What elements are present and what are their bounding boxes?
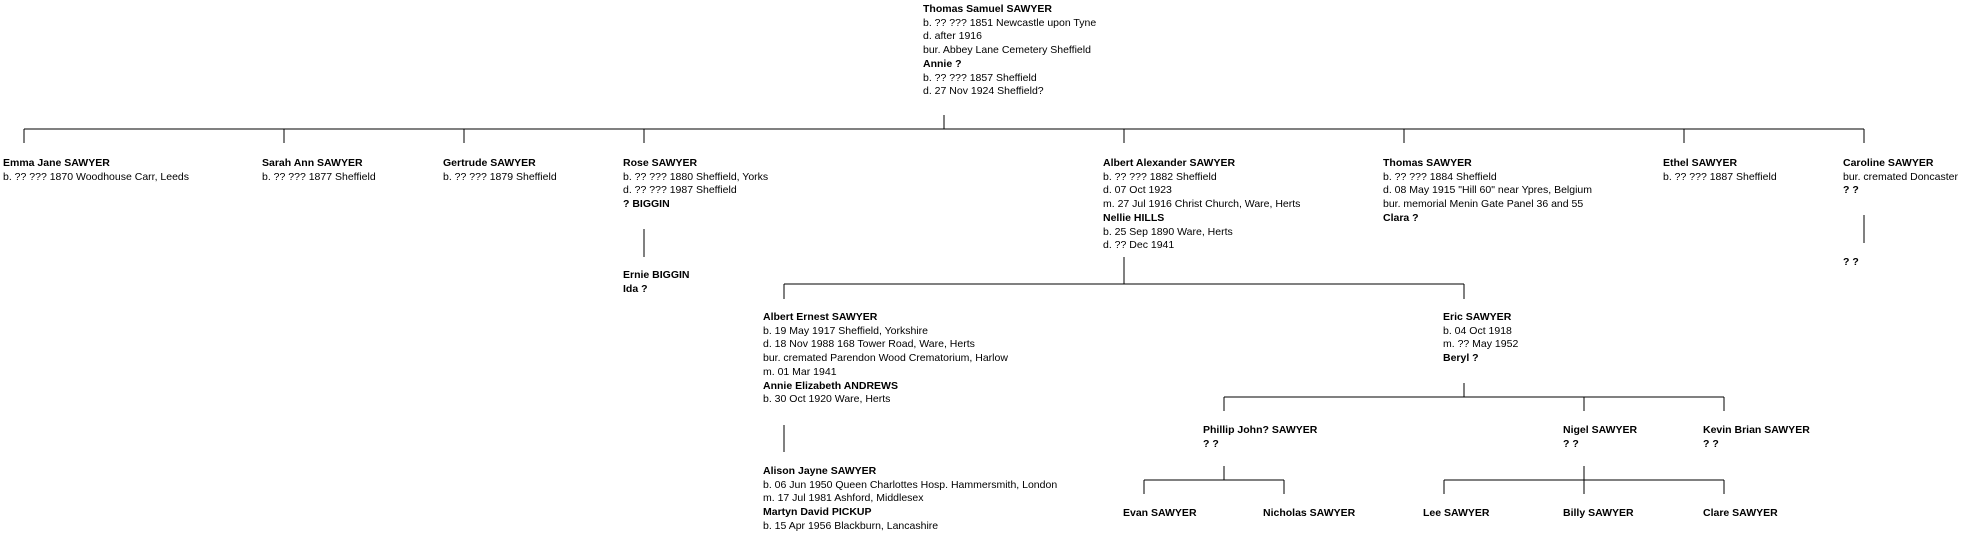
person-name-line: Billy SAWYER <box>1563 507 1634 519</box>
person-emma-jane-sawyer <box>3 157 189 184</box>
person-albert-ernest-sawyer <box>763 311 1008 407</box>
person-detail-line: m. 01 Mar 1941 <box>763 365 837 378</box>
person-caroline-sawyer <box>1843 157 1958 198</box>
person-detail-line: bur. memorial Menin Gate Panel 36 and 55 <box>1383 198 1584 211</box>
person-name-line: Eric SAWYER <box>1443 311 1512 323</box>
person-sarah-ann-sawyer <box>262 157 376 184</box>
person-evan-sawyer <box>1123 507 1197 521</box>
person-detail-line: b. ?? ??? 1877 Sheffield <box>262 170 376 183</box>
person-name-line: ? BIGGIN <box>623 198 670 211</box>
person-detail-line: d. ?? Dec 1941 <box>1103 239 1175 252</box>
person-detail-line: b. ?? ??? 1887 Sheffield <box>1663 170 1777 183</box>
person-name-line: Albert Ernest SAWYER <box>763 311 878 323</box>
person-kevin-brian-sawyer <box>1703 424 1810 451</box>
person-detail-line: b. 04 Oct 1918 <box>1443 324 1512 337</box>
person-detail-line: bur. cremated Parendon Wood Crematorium, Harlow <box>763 352 1008 365</box>
person-detail-line: b. 25 Sep 1890 Ware, Herts <box>1103 225 1233 238</box>
person-thomas-samuel-sawyer <box>923 3 1096 99</box>
person-alison-jayne-sawyer <box>763 465 1057 534</box>
person-name-line: Kevin Brian SAWYER <box>1703 424 1810 436</box>
person-nicholas-sawyer <box>1263 507 1355 521</box>
person-detail-line: b. 19 May 1917 Sheffield, Yorkshire <box>763 324 929 337</box>
person-ernie-biggin <box>623 269 690 296</box>
person-name-line: ? ? <box>1563 437 1579 450</box>
person-detail-line: d. 27 Nov 1924 Sheffield? <box>923 85 1044 98</box>
person-billy-sawyer <box>1563 507 1634 521</box>
person-detail-line: b. 15 Apr 1956 Blackburn, Lancashire <box>763 519 939 532</box>
person-name-line: Albert Alexander SAWYER <box>1103 157 1236 169</box>
person-name-line: Nicholas SAWYER <box>1263 507 1356 519</box>
person-detail-line: bur. cremated Doncaster <box>1843 170 1958 183</box>
person-detail-line: d. 07 Oct 1923 <box>1103 184 1172 197</box>
person-name-line: Martyn David PICKUP <box>763 506 872 519</box>
person-detail-line: d. ?? ??? 1987 Sheffield <box>623 184 737 197</box>
person-nigel-sawyer <box>1563 424 1637 451</box>
person-name-line: Ethel SAWYER <box>1663 157 1738 169</box>
person-name-line: Emma Jane SAWYER <box>3 157 110 169</box>
person-name-line: ? ? <box>1203 437 1219 450</box>
person-detail-line: m. 27 Jul 1916 Christ Church, Ware, Herts <box>1103 198 1301 211</box>
person-detail-line: d. 08 May 1915 "Hill 60" near Ypres, Belgium <box>1383 184 1593 197</box>
person-name-line: Annie Elizabeth ANDREWS <box>763 379 898 392</box>
person-ethel-sawyer <box>1663 157 1777 184</box>
person-thomas-sawyer <box>1383 157 1592 226</box>
person-name-line: Rose SAWYER <box>623 157 698 169</box>
person-name-line: Alison Jayne SAWYER <box>763 465 877 477</box>
person-name-line: ? ? <box>1843 184 1859 197</box>
person-lee-sawyer <box>1423 507 1490 521</box>
person-detail-line: b. 06 Jun 1950 Queen Charlottes Hosp. Hammersmith, London <box>763 478 1058 491</box>
person-name-line: Beryl ? <box>1443 352 1479 365</box>
person-detail-line: b. ?? ??? 1880 Sheffield, Yorks <box>623 170 769 183</box>
person-eric-sawyer <box>1443 311 1518 366</box>
person-detail-line: d. 18 Nov 1988 168 Tower Road, Ware, Herts <box>763 338 975 351</box>
person-gertrude-sawyer <box>443 157 557 184</box>
person-phillip-john-sawyer <box>1203 424 1317 451</box>
person-name-line: Thomas Samuel SAWYER <box>923 3 1052 15</box>
person-name-line: Nellie HILLS <box>1103 211 1165 224</box>
person-detail-line: b. ?? ??? 1882 Sheffield <box>1103 170 1217 183</box>
person-name-line: Clara ? <box>1383 211 1419 224</box>
person-detail-line: b. ?? ??? 1857 Sheffield <box>923 71 1037 84</box>
person-detail-line: bur. Abbey Lane Cemetery Sheffield <box>923 44 1091 57</box>
person-detail-line: b. ?? ??? 1884 Sheffield <box>1383 170 1497 183</box>
person-name-line: Clare SAWYER <box>1703 507 1778 519</box>
person-name-line: Caroline SAWYER <box>1843 157 1934 169</box>
person-name-line: Lee SAWYER <box>1423 507 1490 519</box>
person-name-line: Sarah Ann SAWYER <box>262 157 363 169</box>
person-name-line: Annie ? <box>923 57 962 70</box>
person-detail-line: m. ?? May 1952 <box>1443 338 1519 351</box>
person-albert-alexander-sawyer <box>1103 157 1300 253</box>
person-detail-line: b. ?? ??? 1851 Newcastle upon Tyne <box>923 16 1097 29</box>
person-name-line: Evan SAWYER <box>1123 507 1197 519</box>
person-rose-sawyer <box>623 157 768 212</box>
person-name-line: Ernie BIGGIN <box>623 269 690 281</box>
person-detail-line: d. after 1916 <box>923 30 982 43</box>
person-caroline-child-unknown <box>1843 256 1859 270</box>
person-name-line: ? ? <box>1703 437 1719 450</box>
person-clare-sawyer <box>1703 507 1778 521</box>
person-name-line: Phillip John? SAWYER <box>1203 424 1318 436</box>
person-name-line: Ida ? <box>623 282 648 295</box>
person-detail-line: b. ?? ??? 1879 Sheffield <box>443 170 557 183</box>
person-name-line: Nigel SAWYER <box>1563 424 1638 436</box>
person-detail-line: b. 30 Oct 1920 Ware, Herts <box>763 393 891 406</box>
person-name-line: Gertrude SAWYER <box>443 157 536 169</box>
person-detail-line: m. 17 Jul 1981 Ashford, Middlesex <box>763 492 924 505</box>
person-name-line: ? ? <box>1843 256 1859 268</box>
person-name-line: Thomas SAWYER <box>1383 157 1472 169</box>
person-detail-line: b. ?? ??? 1870 Woodhouse Carr, Leeds <box>3 170 190 183</box>
